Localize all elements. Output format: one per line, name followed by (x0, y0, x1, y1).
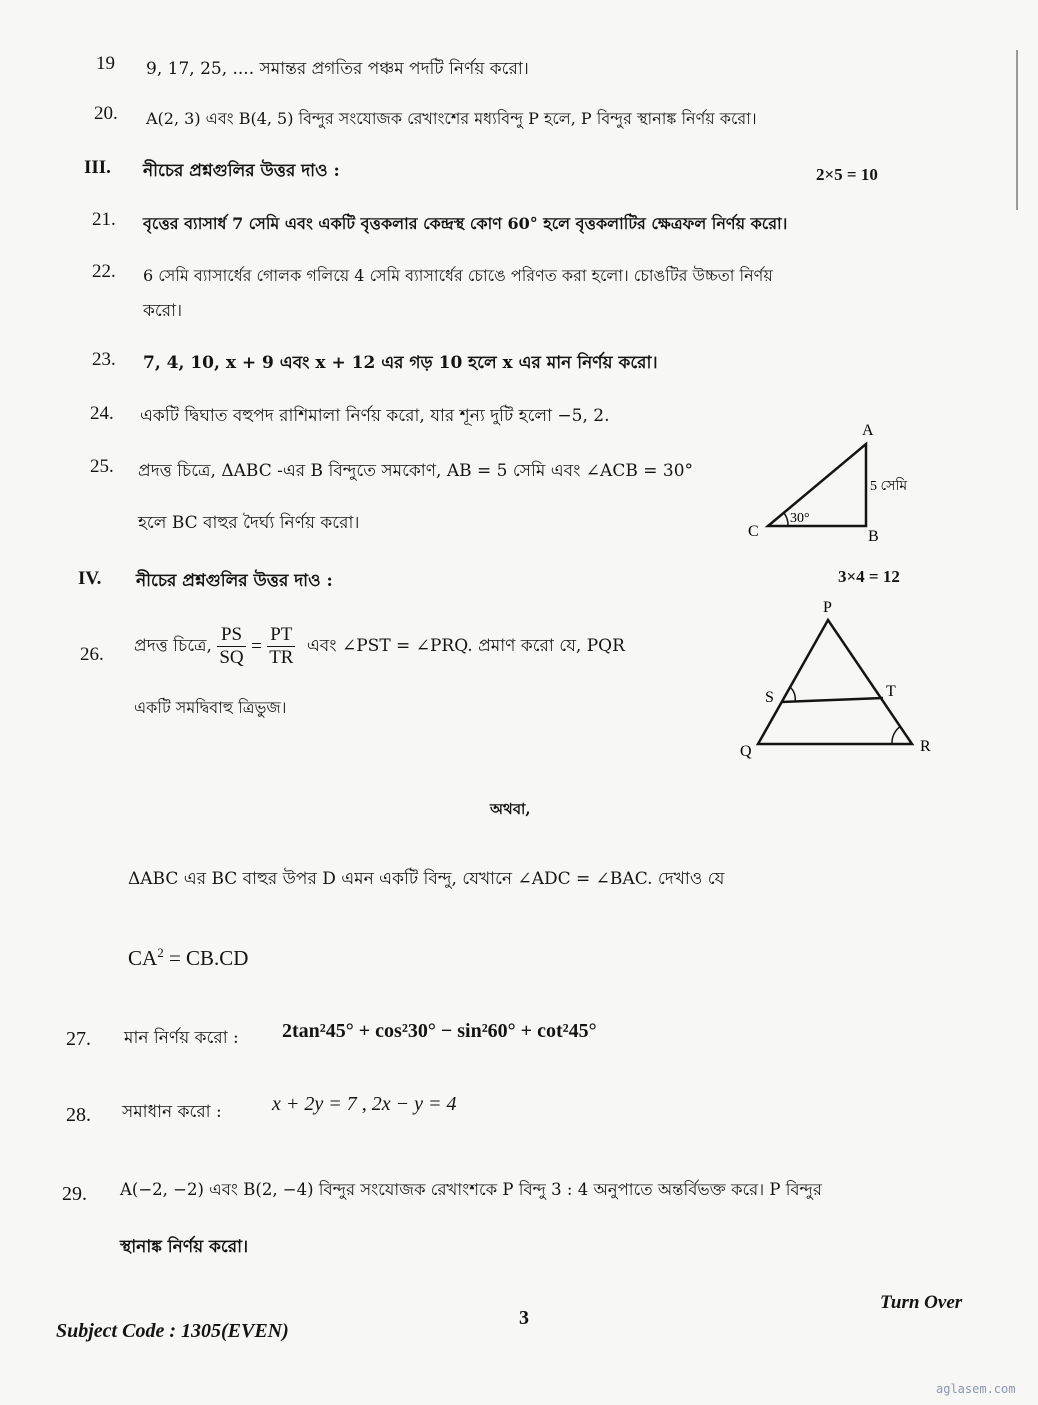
vertex-a-label: A (862, 422, 874, 439)
segment-st (781, 698, 883, 702)
q26-triangle-figure (730, 596, 940, 766)
alt-text-line2 (128, 945, 248, 971)
section-iii-number: III. (84, 157, 111, 178)
q25-number: 25. (90, 456, 114, 477)
q20-text: A(2, 3) এবং B(4, 5) বিন্দুর সংযোজক রেখাংশের মধ্যবিন্দু P হলে, P বিন্দুর স্থানাঙ্ক নির্ণয় করো। (146, 109, 757, 128)
triangle-pqr (758, 620, 912, 744)
q26-prefix: প্রদত্ত চিত্রে, (134, 635, 212, 656)
q26-text-line1 (134, 624, 625, 669)
section-iii-marks: 2×5 = 10 (816, 165, 878, 184)
q22-text-line1: 6 সেমি ব্যাসার্ধের গোলক গলিয়ে 4 সেমি ব্যাসার্ধের চোঙে পরিণত করা হলো। চোঙটির উচ্চতা নির্ণয় (143, 266, 773, 285)
angle-pst-arc (790, 687, 795, 702)
alt-ca: CA (128, 946, 158, 970)
q19-text: 9, 17, 25, .... সমান্তর প্রগতির পঞ্চম পদটি নির্ণয় করো। (146, 59, 529, 79)
q23-text: 7, 4, 10, x + 9 এবং x + 12 এর গড় 10 হলে x এর মান নির্ণয় করো। (143, 353, 658, 373)
section-iv-heading: নীচের প্রশ্নগুলির উত্তর দাও : (136, 571, 333, 591)
section-iv-marks: 3×4 = 12 (838, 567, 900, 586)
q27-prefix: মান নির্ণয় করো : (124, 1028, 239, 1048)
vertex-p-label: P (823, 599, 832, 616)
alt-cb-cd: = CB.CD (163, 946, 249, 970)
turn-over-label: Turn Over (880, 1292, 963, 1313)
q27-number: 27. (66, 1028, 91, 1050)
triangle-abc (768, 444, 866, 526)
q26-equals: = (251, 635, 262, 657)
q26-frac1-numerator: PS (217, 624, 245, 647)
vertex-b-label: B (868, 528, 879, 545)
q29-number: 29. (62, 1183, 87, 1205)
q25-right-triangle-figure (740, 418, 930, 546)
q28-expression: x + 2y = 7 , 2x − y = 4 (272, 1093, 457, 1115)
q27-expression: 2tan²45° + cos²30° − sin²60° + cot²45° (282, 1020, 597, 1042)
q26-frac2-denominator: TR (269, 647, 294, 668)
or-separator: অথবা, (490, 800, 531, 818)
q26-text-line2: একটি সমদ্বিবাহু ত্রিভুজ। (134, 698, 287, 717)
q23-number: 23. (92, 349, 116, 370)
q25-text-line1: প্রদত্ত চিত্রে, ΔABC -এর B বিন্দুতে সমকোণ, AB = 5 সেমি এবং ∠ACB = 30° (138, 461, 694, 481)
alt-exponent: 2 (157, 945, 164, 960)
section-iv-number: IV. (78, 568, 102, 589)
q25-text-line2: হলে BC বাহুর দৈর্ঘ্য নির্ণয় করো। (138, 513, 360, 533)
q22-number: 22. (92, 261, 116, 282)
watermark: aglasem.com (936, 1382, 1016, 1396)
q22-text-line2: করো। (143, 301, 183, 321)
vertex-q-label: Q (740, 743, 752, 760)
q24-text: একটি দ্বিঘাত বহুপদ রাশিমালা নির্ণয় করো, যার শূন্য দুটি হলো −5, 2. (140, 406, 610, 426)
q28-number: 28. (66, 1104, 91, 1126)
vertex-c-label: C (748, 523, 759, 540)
q26-rest: এবং ∠PST = ∠PRQ. প্রমাণ করো যে, PQR (306, 635, 625, 656)
q28-prefix: সমাধান করো : (122, 1102, 222, 1122)
subject-code: Subject Code : 1305(EVEN) (56, 1320, 289, 1342)
side-ab-length: 5 সেমি (870, 479, 908, 494)
q26-frac1-denominator: SQ (219, 647, 244, 668)
point-s-label: S (765, 689, 774, 706)
q19-number: 19 (96, 53, 115, 74)
q24-number: 24. (90, 403, 114, 424)
q26-fraction-pt-tr (267, 624, 295, 669)
angle-c-arc (784, 513, 788, 526)
q26-fraction-ps-sq (217, 624, 245, 669)
q21-text: বৃত্তের ব্যাসার্ধ 7 সেমি এবং একটি বৃত্তকলার কেন্দ্রস্থ কোণ 60° হলে বৃত্তকলাটির ক্ষেত্রফল নির্ণয় করো। (143, 214, 788, 233)
alt-text-line1: ΔABC এর BC বাহুর উপর D এমন একটি বিন্দু, যেখানে ∠ADC = ∠BAC. দেখাও যে (128, 869, 725, 889)
point-t-label: T (886, 683, 896, 700)
q26-frac2-numerator: PT (267, 624, 295, 647)
angle-prq-arc (892, 726, 901, 744)
q29-text-line1: A(−2, −2) এবং B(2, −4) বিন্দুর সংযোজক রেখাংশকে P বিন্দু 3 : 4 অনুপাতে অন্তর্বিভক্ত করে। P বিন্দুর (120, 1180, 822, 1199)
section-iii-heading: নীচের প্রশ্নগুলির উত্তর দাও : (143, 161, 340, 181)
q20-number: 20. (94, 103, 118, 124)
angle-c-value: 30° (790, 511, 810, 526)
q21-number: 21. (92, 209, 116, 230)
page-number: 3 (519, 1307, 529, 1329)
q26-number: 26. (80, 644, 104, 665)
vertex-r-label: R (920, 738, 931, 755)
q29-text-line2: স্থানাঙ্ক নির্ণয় করো। (120, 1237, 249, 1257)
scan-edge-line (1016, 50, 1018, 210)
